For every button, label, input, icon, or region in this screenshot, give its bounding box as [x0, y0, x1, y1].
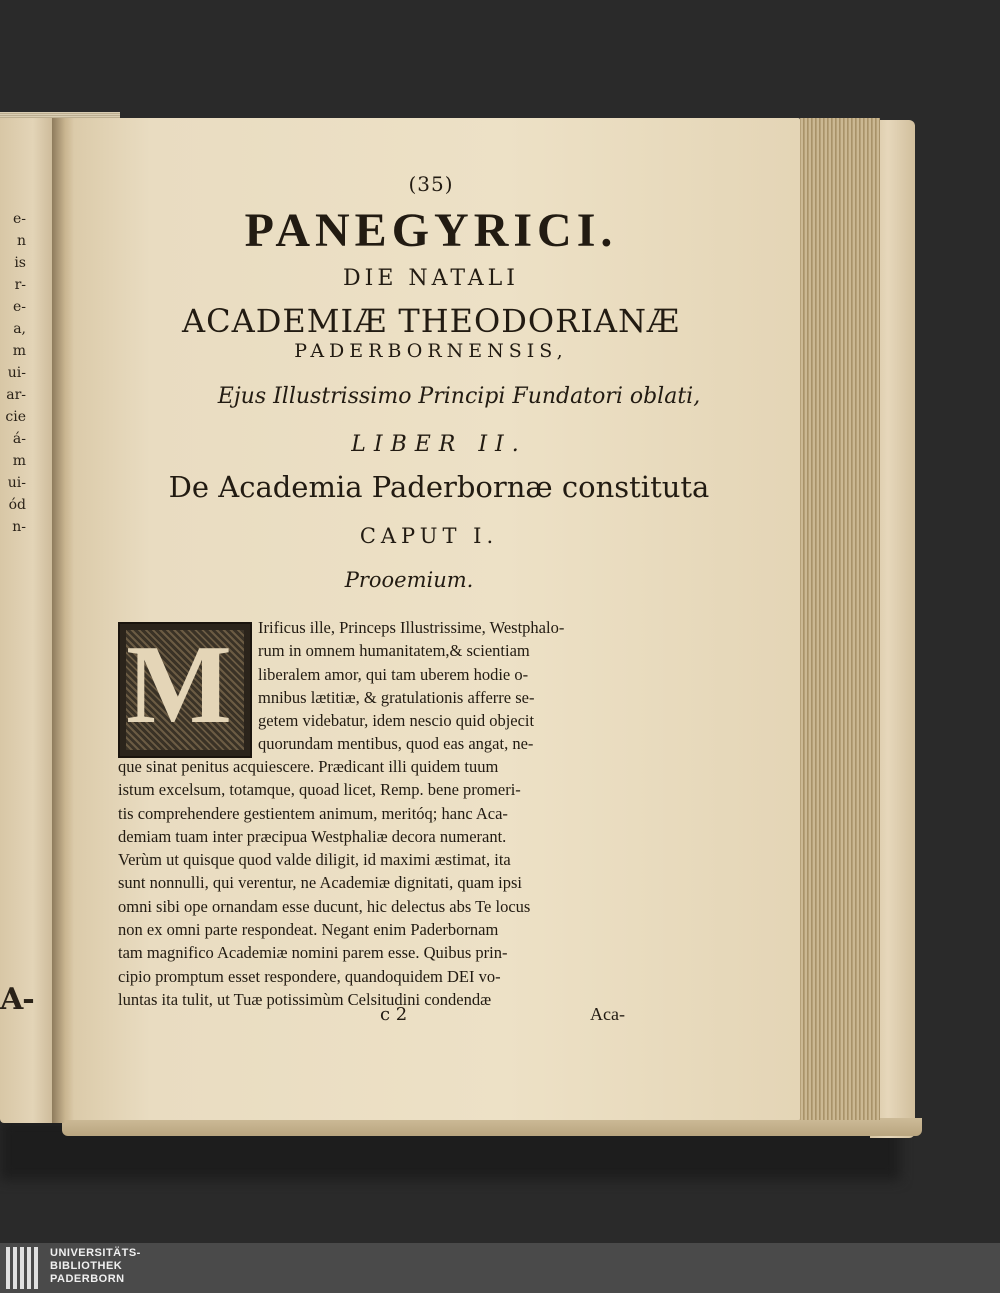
body-line: que sinat penitus acquiescere. Prædicant illi quidem tuum [118, 757, 499, 776]
logo-text-line: PADERBORN [50, 1273, 125, 1285]
decorated-initial [118, 622, 252, 758]
left-page-fragment: is [14, 255, 26, 271]
body-line: mnibus lætitiæ, & gratulationis afferre se- [258, 687, 535, 707]
logo-text-line: BIBLIOTHEK [50, 1260, 123, 1272]
catchword: Aca- [590, 1004, 625, 1024]
body-line: cipio promptum esset respondere, quandoquidem DEI vo- [118, 966, 501, 986]
body-line: rum in omnem humanitatem,& scientiam [258, 641, 530, 661]
left-page-catchword: A- [0, 982, 34, 1017]
body-line: Verùm ut quisque quod valde diligit, id maximi æstimat, ita [118, 850, 511, 870]
left-page-text-fragments [0, 208, 26, 538]
left-page-fragment: ui- [7, 365, 26, 381]
footer-bar [0, 1243, 1000, 1293]
logo-text-line: UNIVERSITÄTS- [50, 1247, 141, 1259]
body-line: omni sibi ope ornandam esse ducunt, hic delectus abs Te locus [118, 896, 531, 916]
page-number: (35) [408, 172, 454, 196]
chapter-heading: CAPUT I. [359, 524, 499, 548]
body-line: tam magnifico Academiæ nomini parem esse. Quibus prin- [118, 943, 508, 963]
left-page-fragment: e- [12, 299, 26, 315]
left-page-fragment: e- [12, 211, 26, 227]
initial-letter: M [126, 623, 232, 747]
body-line: quorundam mentibus, quod eas angat, ne- [258, 734, 534, 754]
page-title: PANEGYRICI. [244, 204, 618, 257]
signature-mark: c 2 [380, 1004, 408, 1025]
body-line: istum excelsum, totamque, quoad licet, Remp. bene promeri- [118, 780, 521, 800]
left-page-fragment: ui- [7, 475, 26, 491]
body-line: sunt nonnulli, qui verentur, ne Academiæ dignitati, quam ipsi [118, 873, 522, 893]
book-title: De Academia Paderbornæ constituta [168, 470, 710, 504]
left-page-fragment: á- [12, 431, 26, 447]
left-page-fragment: n [16, 233, 26, 249]
left-page-fragment: r- [14, 277, 26, 293]
book-number: LIBER II. [351, 432, 527, 457]
left-page-fragment: n- [12, 519, 26, 535]
left-page-fragment: a, [13, 321, 26, 337]
body-line: Irificus ille, Princeps Illustrissime, Westphalo- [258, 618, 565, 637]
library-logo-icon [6, 1247, 42, 1289]
body-line: demiam tuam inter præcipua Westphaliæ decora numerant. [118, 826, 507, 846]
heading-line-3: ACADEMIÆ THEODORIANÆ [182, 302, 680, 340]
body-line: luntas ita tulit, ut Tuæ potissimùm Celsitudini condendæ [118, 989, 492, 1009]
dedication-line: Ejus Illustrissimo Principi Fundatori oblati, [217, 384, 701, 409]
body-line: non ex omni parte respondeat. Negant enim Paderbornam [118, 920, 499, 940]
body-text-beside-initial [258, 616, 564, 756]
left-page-fragment: ar- [6, 387, 26, 403]
book-cover-bottom [62, 1118, 922, 1136]
body-line: getem videbatur, idem nescio quid objecit [258, 711, 535, 731]
left-page-fragment: m [12, 453, 26, 469]
left-page-fragment: ód [8, 497, 26, 513]
page-stack [800, 118, 880, 1120]
section-heading: Prooemium. [344, 568, 474, 592]
body-line: liberalem amor, qui tam uberem hodie o- [258, 664, 529, 684]
left-page-fragment: m [12, 343, 26, 359]
heading-line-2: DIE NATALI [343, 266, 519, 291]
body-text [118, 755, 530, 1011]
left-page-fragment: cie [5, 409, 26, 425]
body-line: tis comprehendere gestientem animum, meritóq; hanc Aca- [118, 803, 508, 823]
library-logo-text [50, 1247, 141, 1286]
heading-line-4: PADERBORNENSIS, [294, 340, 568, 362]
